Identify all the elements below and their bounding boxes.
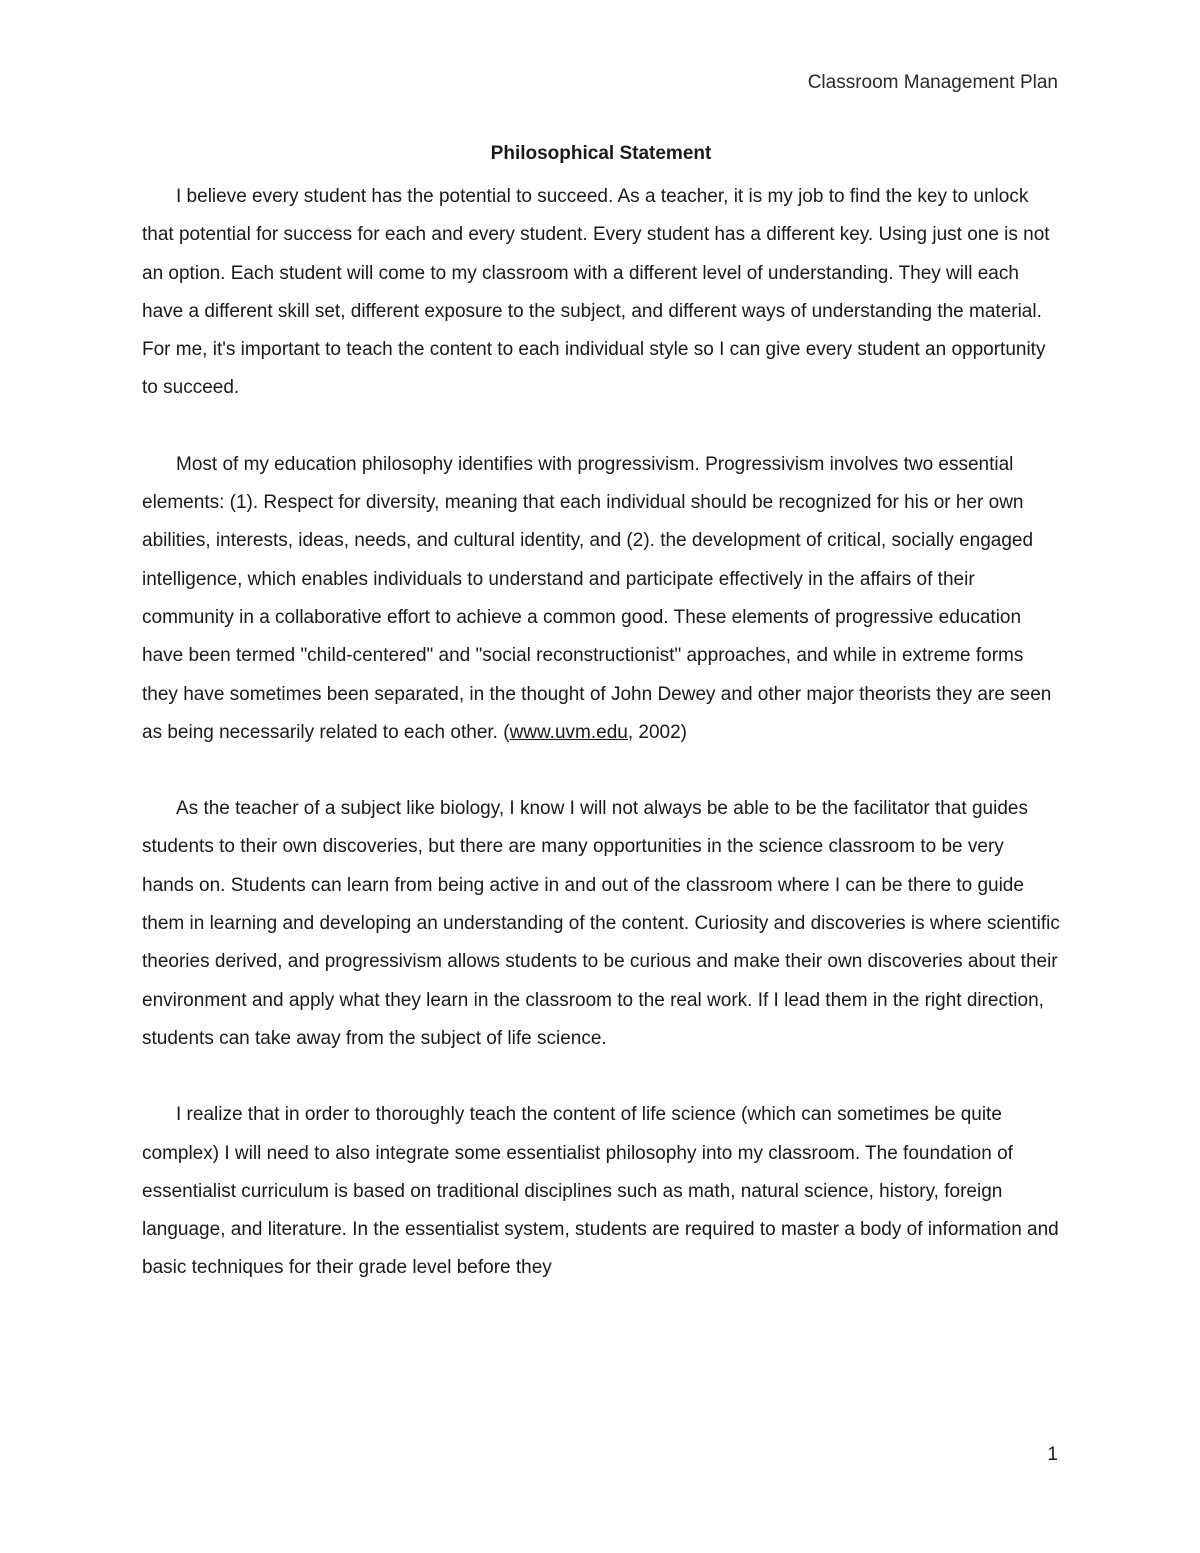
citation-link[interactable]: www.uvm.edu <box>509 721 628 743</box>
running-head: Classroom Management Plan <box>807 72 1058 93</box>
document-body <box>142 140 1060 1288</box>
page-number: 1 <box>1047 1444 1058 1465</box>
paragraph-1: I believe every student has the potential to succeed. As a teacher, it is my job to find the key to unlock that potential for success for each and every student. Every student has a different key. Using just one is not an option. Each student will come to my classroom with a different level of understanding. They will each have a different skill set, different exposure to the subject, and different ways of understanding the material. For me, it's important to teach the content to each individual style so I can give every student an opportunity to succeed. <box>142 186 1050 399</box>
paragraph-3: As the teacher of a subject like biology, I know I will not always be able to be the facilitator that guides students to their own discoveries, but there are many opportunities in the science classroom to be very hands on. Students can learn from being active in and out of the classroom where I can be there to guide them in learning and developing an understanding of the content. Curiosity and discoveries is where scientific theories derived, and progressivism allows students to be curious and make their own discoveries about their environment and apply what they learn in the classroom to the real work. If I lead them in the right direction, students can take away from the subject of life science. <box>142 798 1060 1049</box>
paragraph-2-text-after-link: , 2002) <box>627 721 687 743</box>
paragraph-2-text-before-link: Most of my education philosophy identifies with progressivism. Progressivism involves two essential elements: (1). Respect for diversity, meaning that each individual should be recognized for his or her own abilities, interests, ideas, needs, and cultural identity, and (2). the development of critical, socially engaged intelligence, which enables individuals to understand and participate effectively in the affairs of their community in a collaborative effort to achieve a common good. These elements of progressive education have been termed "child-centered" and "social reconstructionist" approaches, and while in extreme forms they have sometimes been separated, in the thought of John Dewey and other major theorists they are seen as being necessarily related to each other. ( <box>142 453 1052 743</box>
paragraph-4: I realize that in order to thoroughly teach the content of life science (which can sometimes be quite complex) I will need to also integrate some essentialist philosophy into my classroom. The foundation of essentialist curriculum is based on traditional disciplines such as math, natural science, history, foreign language, and literature. In the essentialist system, students are required to master a body of information and basic techniques for their grade level before they <box>142 1104 1059 1279</box>
paragraph-2 <box>142 446 1060 752</box>
page-title: Philosophical Statement <box>490 143 712 164</box>
